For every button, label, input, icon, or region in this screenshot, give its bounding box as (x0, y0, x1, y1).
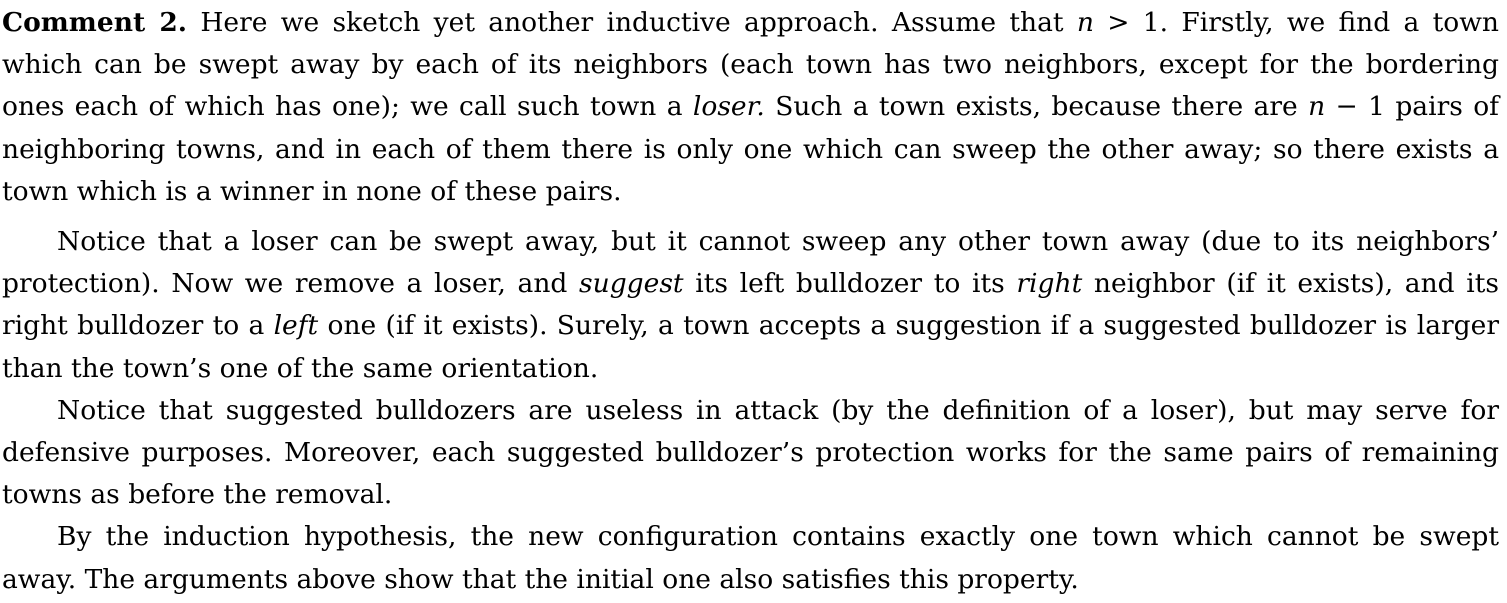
emphasis-left: left (273, 310, 319, 342)
text-run: − 1 pairs of neighboring towns, and in each of them there is only one which can sweep the other away; so there exists a town which is a winner in none of these pairs. (2, 91, 1499, 207)
math-variable-n: n (1308, 91, 1326, 123)
text-run: neighbor (if it exists), and its right bulldozer to a (2, 268, 1499, 342)
emphasis-loser: loser. (692, 91, 765, 123)
text-run: > 1. Firstly, we find a town which can be swept away by each of its neighbors (each town has two neighbors, except for the bordering ones each of which has one); we call such town a (2, 7, 1499, 123)
text-run: one (if it exists). Surely, a town accepts a suggestion if a suggested bulldozer is larger than the town’s one of the same orientation. (2, 310, 1499, 384)
paragraph-suggested-bulldozers (2, 390, 1499, 517)
emphasis-right: right (1016, 268, 1083, 300)
text-run: its left bulldozer to its (683, 268, 1017, 300)
text-run: Notice that suggested bulldozers are useless in attack (by the definition of a loser), but may serve for defensive purposes. Moreover, each suggested bulldozer’s protection works for the same pairs of remaining towns as before the removal. (2, 394, 1499, 511)
text-run: Notice that a loser can be swept away, but it cannot sweep any other town away (due to its neighbors’ protection). Now we remove a loser, and (2, 226, 1499, 300)
text-run: By the induction hypothesis, the new configuration contains exactly one town which cannot be swept away. The arguments above show that the initial one also satisfies this property. (2, 521, 1499, 595)
comment-heading: Comment 2. (2, 7, 187, 38)
text-run: Such a town exists, because there are (764, 91, 1309, 123)
math-variable-n: n (1076, 7, 1094, 38)
paragraph-loser-removal (2, 221, 1499, 390)
paragraph-induction-conclusion (2, 516, 1499, 600)
text-run: Here we sketch yet another inductive approach. Assume that (187, 7, 1077, 38)
emphasis-suggest: suggest (579, 268, 684, 300)
paragraph-intro (2, 2, 1499, 213)
